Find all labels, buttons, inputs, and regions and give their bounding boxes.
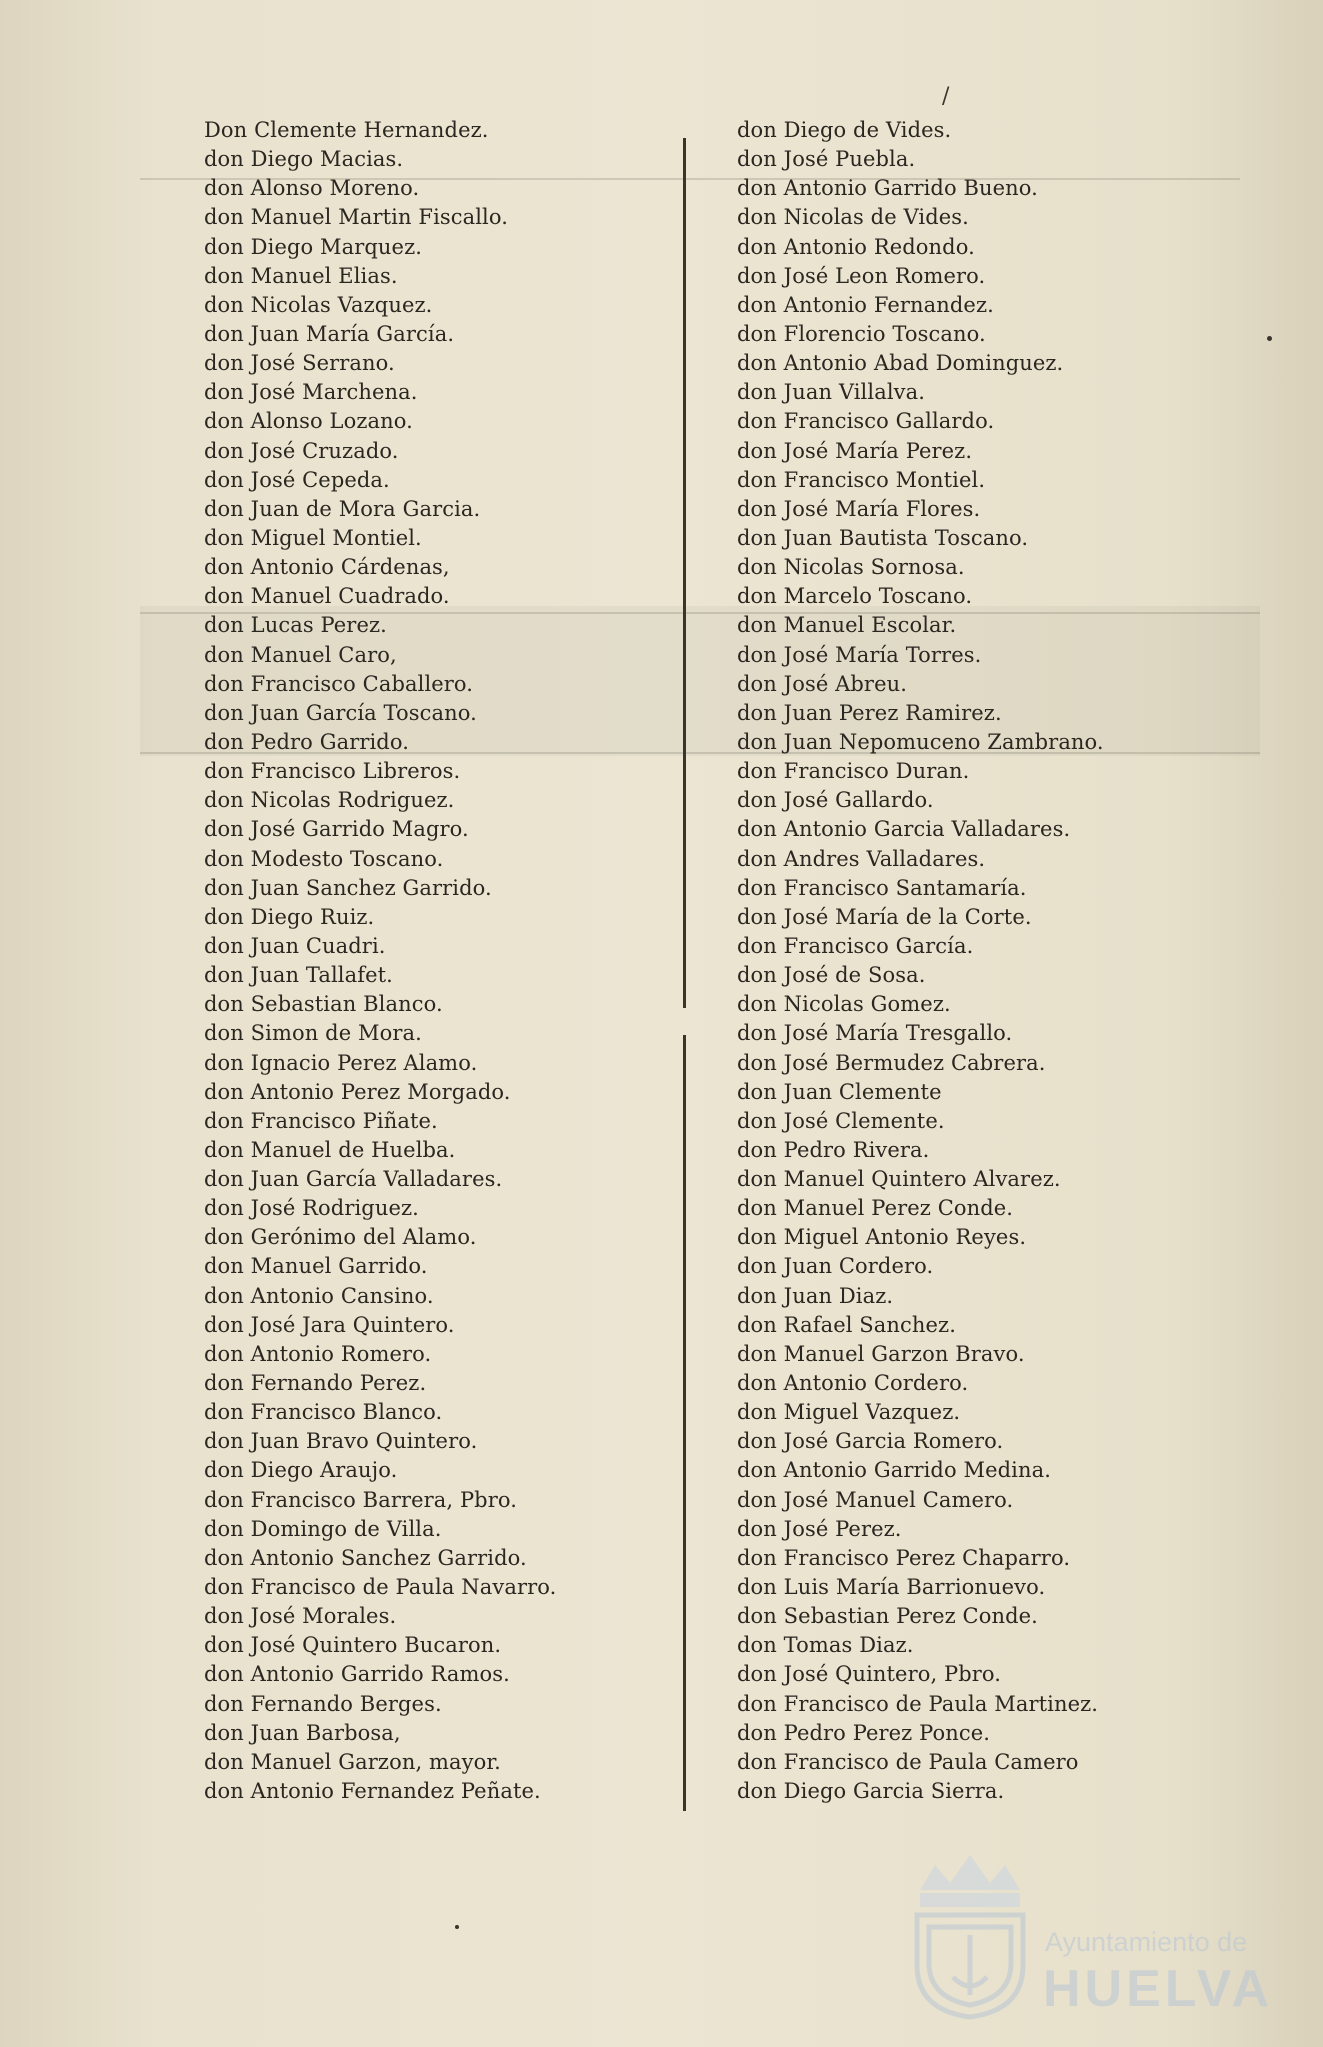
left-name-entry: don Alonso Lozano. [204, 409, 413, 434]
right-name-entry: don Antonio Abad Dominguez. [737, 351, 1064, 376]
left-name-entry: don Juan Tallafet. [204, 963, 393, 988]
right-name-entry: don José Gallardo. [737, 788, 934, 813]
left-name-entry: don José Morales. [204, 1604, 397, 1629]
left-name-entry: don Manuel Cuadrado. [204, 584, 450, 609]
left-name-entry: don Sebastian Blanco. [204, 992, 443, 1017]
left-name-entry: don José Garrido Magro. [204, 817, 469, 842]
right-name-entry: don Florencio Toscano. [737, 321, 986, 346]
right-name-entry: don Antonio Garrido Medina. [737, 1458, 1051, 1483]
right-name-entry: don Juan Nepomuceno Zambrano. [737, 729, 1104, 754]
right-name-entry: don Miguel Vazquez. [737, 1400, 961, 1425]
right-name-entry: don Juan Perez Ramirez. [737, 700, 1002, 725]
left-name-entry: don Diego Ruiz. [204, 904, 375, 929]
right-name-entry: don Manuel Garzon Bravo. [737, 1341, 1025, 1366]
left-name-entry: don Manuel Garzon, mayor. [204, 1749, 501, 1774]
left-name-entry: don Juan Barbosa, [204, 1720, 401, 1745]
right-name-entry: don Manuel Escolar. [737, 613, 957, 638]
left-name-entry: don Antonio Sanchez Garrido. [204, 1545, 527, 1570]
left-name-entry: don Fernando Perez. [204, 1371, 427, 1396]
right-name-entry: don Nicolas Sornosa. [737, 555, 965, 580]
left-name-entry: don Ignacio Perez Alamo. [204, 1050, 478, 1075]
watermark-line2: HUELVA [1043, 1960, 1274, 2018]
ink-speck [1267, 336, 1272, 341]
right-name-entry: don Juan Bautista Toscano. [737, 525, 1029, 550]
left-name-entry: don Francisco de Paula Navarro. [204, 1575, 557, 1600]
right-name-entry: don José María de la Corte. [737, 904, 1032, 929]
right-name-entry: don Francisco Santamaría. [737, 875, 1027, 900]
left-name-entry: don Francisco Piñate. [204, 1108, 438, 1133]
left-name-entry: don Manuel Elias. [204, 263, 398, 288]
right-name-entry: don José Perez. [737, 1516, 902, 1541]
right-name-entry: don Sebastian Perez Conde. [737, 1604, 1038, 1629]
right-name-entry: don José Quintero, Pbro. [737, 1662, 1002, 1687]
right-name-entry: don Juan Diaz. [737, 1283, 894, 1308]
right-name-entry: don Pedro Perez Ponce. [737, 1720, 991, 1745]
right-name-entry: don Antonio Fernandez. [737, 292, 994, 317]
right-name-entry: don Antonio Garcia Valladares. [737, 817, 1071, 842]
left-name-entry: don Antonio Garrido Ramos. [204, 1662, 510, 1687]
left-name-entry: don Fernando Berges. [204, 1691, 442, 1716]
right-name-entry: don José María Flores. [737, 496, 981, 521]
right-name-entry: don José Puebla. [737, 147, 916, 172]
left-name-entry: don Juan García Toscano. [204, 700, 477, 725]
huelva-coat-of-arms-icon [905, 1845, 1035, 2020]
left-name-entry: don Pedro Garrido. [204, 729, 409, 754]
right-name-entry: don Diego Garcia Sierra. [737, 1779, 1005, 1804]
right-name-entry: don Antonio Redondo. [737, 234, 975, 259]
left-name-entry: don José Cepeda. [204, 467, 390, 492]
left-name-entry: don Miguel Montiel. [204, 525, 422, 550]
right-name-entry: don Manuel Quintero Alvarez. [737, 1167, 1061, 1192]
left-name-entry: don Juan de Mora Garcia. [204, 496, 481, 521]
left-name-entry: don Juan María García. [204, 321, 455, 346]
right-name-entry: don Antonio Garrido Bueno. [737, 176, 1038, 201]
right-name-entry: don Francisco García. [737, 933, 974, 958]
right-name-entry: don José Clemente. [737, 1108, 945, 1133]
right-name-entry: don Nicolas de Vides. [737, 205, 969, 230]
left-name-entry: don José Rodriguez. [204, 1196, 419, 1221]
left-name-entry: don Manuel de Huelba. [204, 1137, 456, 1162]
right-name-entry: don Diego de Vides. [737, 118, 952, 142]
left-name-entry: don Manuel Martin Fiscallo. [204, 205, 509, 230]
left-name-column [204, 116, 674, 1806]
left-name-entry: don Domingo de Villa. [204, 1516, 442, 1541]
left-name-entry: don Gerónimo del Alamo. [204, 1225, 477, 1250]
right-name-entry: don Francisco de Paula Martinez. [737, 1691, 1099, 1716]
left-name-entry: don Manuel Caro, [204, 642, 397, 667]
right-name-entry: don Francisco Montiel. [737, 467, 986, 492]
right-name-entry: don Francisco Perez Chaparro. [737, 1545, 1071, 1570]
right-name-entry: don Juan Villalva. [737, 380, 925, 405]
right-name-entry: don Francisco Duran. [737, 759, 970, 784]
left-name-entry: don Francisco Libreros. [204, 759, 461, 784]
right-name-entry: don José María Perez. [737, 438, 973, 463]
right-name-entry: don Antonio Cordero. [737, 1371, 969, 1396]
left-name-entry: don Lucas Perez. [204, 613, 387, 638]
left-name-entry: don José Serrano. [204, 351, 395, 376]
right-name-entry: don José Bermudez Cabrera. [737, 1050, 1046, 1075]
left-name-entry: don Modesto Toscano. [204, 846, 444, 871]
left-name-entry: don Antonio Romero. [204, 1341, 432, 1366]
right-name-entry: don José Garcia Romero. [737, 1429, 1004, 1454]
right-name-entry: don Tomas Diaz. [737, 1633, 914, 1658]
left-name-entry: don Diego Macias. [204, 147, 404, 172]
left-name-entry: don Nicolas Rodriguez. [204, 788, 455, 813]
left-name-entry: don Juan Sanchez Garrido. [204, 875, 492, 900]
ink-speck [455, 1925, 459, 1929]
right-name-entry: don José Leon Romero. [737, 263, 986, 288]
watermark [905, 1845, 1295, 2025]
left-name-entry: don Alonso Moreno. [204, 176, 420, 201]
left-name-entry: don Antonio Cárdenas, [204, 555, 450, 580]
right-name-entry: don Juan Cordero. [737, 1254, 934, 1279]
right-name-entry: don Miguel Antonio Reyes. [737, 1225, 1027, 1250]
right-name-entry: don José María Tresgallo. [737, 1021, 1013, 1046]
left-name-entry: don Juan Bravo Quintero. [204, 1429, 478, 1454]
left-name-entry: don Nicolas Vazquez. [204, 292, 433, 317]
right-name-entry: don Francisco de Paula Camero [737, 1749, 1079, 1774]
right-name-entry: don Andres Valladares. [737, 846, 986, 871]
left-name-entry: don José Quintero Bucaron. [204, 1633, 502, 1658]
left-name-entry: don Antonio Cansino. [204, 1283, 434, 1308]
left-name-entry: don José Marchena. [204, 380, 418, 405]
right-name-entry: don José de Sosa. [737, 963, 926, 988]
left-name-entry: don Diego Araujo. [204, 1458, 398, 1483]
left-name-entry: don Juan García Valladares. [204, 1167, 503, 1192]
right-name-entry: don José Manuel Camero. [737, 1487, 1014, 1512]
right-name-entry: don Juan Clemente [737, 1079, 942, 1104]
watermark-line1: Ayuntamiento de [1045, 1927, 1248, 1957]
right-name-entry: don Manuel Perez Conde. [737, 1196, 1014, 1221]
left-name-entry: don Juan Cuadri. [204, 933, 386, 958]
left-name-entry: don José Jara Quintero. [204, 1312, 455, 1337]
left-name-entry: don Francisco Blanco. [204, 1400, 443, 1425]
page-mark: / [942, 84, 950, 109]
right-name-entry: don Marcelo Toscano. [737, 584, 973, 609]
right-name-entry: don Luis María Barrionuevo. [737, 1575, 1046, 1600]
column-divider [683, 138, 686, 1008]
left-name-entry: Don Clemente Hernandez. [204, 118, 489, 142]
right-name-entry: don José Abreu. [737, 671, 908, 696]
right-name-entry: don José María Torres. [737, 642, 982, 667]
left-name-entry: don Antonio Perez Morgado. [204, 1079, 511, 1104]
left-name-entry: don Diego Marquez. [204, 234, 423, 259]
right-name-entry: don Rafael Sanchez. [737, 1312, 956, 1337]
left-name-entry: don Antonio Fernandez Peñate. [204, 1779, 541, 1804]
left-name-entry: don José Cruzado. [204, 438, 399, 463]
column-divider [683, 1035, 686, 1811]
right-name-entry: don Pedro Rivera. [737, 1137, 930, 1162]
left-name-entry: don Simon de Mora. [204, 1021, 422, 1046]
left-name-entry: don Francisco Barrera, Pbro. [204, 1487, 518, 1512]
left-name-entry: don Francisco Caballero. [204, 671, 474, 696]
left-name-entry: don Manuel Garrido. [204, 1254, 428, 1279]
right-name-entry: don Francisco Gallardo. [737, 409, 995, 434]
right-name-entry: don Nicolas Gomez. [737, 992, 951, 1017]
right-name-column [737, 116, 1177, 1806]
